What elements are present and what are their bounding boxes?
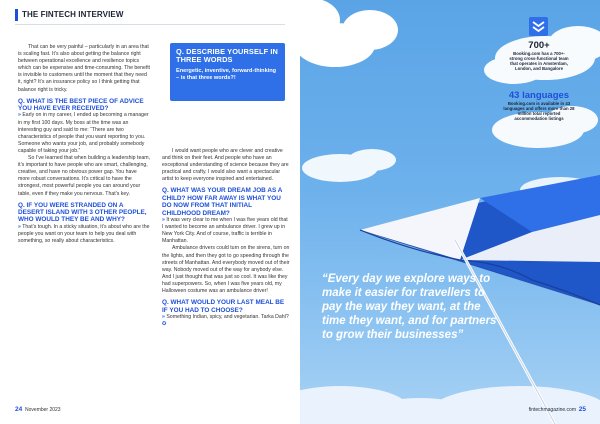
site-url: fintechmagazine.com [528, 407, 576, 413]
arrow-icon: » [18, 112, 21, 119]
stat-team-size [507, 40, 571, 71]
answer-best-advice-continued: So I’ve learned that when building a leadership team, it’s important to have people who are smart, challenging, creative, and have no obvious power gap. You have more robust conversations. It’s critical to have the strongest, most powerful people you can around your table, even if they make you nervous. That’s key. [18, 155, 150, 197]
answer-text: Early on in my career, I ended up becoming a manager in my first 100 days. My boss at the time was an interesting guy and said to me: “There are two characteristics of people that you want reporting to you. Someone who wants your job, and probably somebody capable of taking your job.” [18, 112, 149, 154]
answer-desert-island-continued: I would want people who are clever and creative and think on their feet. And people who have an exceptional understanding of science because they are practical and crafty. I would also want a spectacular artist to keep everyone inspired and entertained. [162, 148, 289, 183]
cloud-bottom-icon [300, 386, 600, 424]
cloud-left-icon [302, 149, 396, 182]
arrow-icon: » [18, 223, 21, 230]
stat-team-size-text: Booking.com has a 700+-strong cross-functional team that operates in Amsterdam, London, and Bangalore [509, 51, 569, 72]
header-accent-bar [15, 9, 18, 21]
answer-last-meal [162, 314, 290, 328]
header-divider [15, 24, 285, 25]
arrow-icon: » [162, 217, 165, 224]
callout-title: Q. DESCRIBE YOURSELF IN THREE WORDS [176, 47, 278, 65]
cloud-top-left-icon [300, 0, 398, 67]
callout-answer: Energetic, inventive, forward-thinking – is that three words?! [176, 68, 277, 82]
question-last-meal: Q. WHAT WOULD YOUR LAST MEAL BE IF YOU HAD TO CHOOSE? [162, 299, 285, 314]
issue-date: November 2023 [25, 407, 61, 413]
answer-best-advice [18, 112, 150, 155]
question-desert-island: Q. IF YOU WERE STRANDED ON A DESERT ISLAND WITH 3 OTHER PEOPLE, WHO WOULD THEY BE AND WHY? [18, 201, 147, 224]
question-dream-job: Q. WHAT WAS YOUR DREAM JOB AS A CHILD? HOW FAR AWAY IS WHAT YOU DO NOW FROM THAT INITIAL CHILDHOOD DREAM? [162, 187, 283, 217]
question-best-advice: Q. WHAT IS THE BEST PIECE OF ADVICE YOU HAVE EVER RECEIVED? [18, 97, 144, 113]
answer-text: Something Indian, spicy, and vegetarian. Tarka Dahl? [166, 313, 289, 320]
article-column-1 [18, 44, 150, 245]
right-page [300, 0, 600, 424]
page-number-left: 24 [15, 406, 23, 413]
stat-languages [502, 90, 576, 121]
arrow-icon: » [162, 313, 165, 320]
answer-desert-island [18, 224, 150, 245]
answer-text: That’s tough. In a sticky situation, it’s about who are the people you want on your team to help you deal with something, so really about characteristics. [18, 223, 150, 244]
answer-text: It was very clear to me when I was five years old that I wanted to become an ambulance driver. I grew up in New York City. And of course, traffic is terrible in Manhattan. [162, 217, 288, 245]
article-column-2 [162, 148, 290, 328]
footer-right [529, 406, 586, 413]
section-title: THE FINTECH INTERVIEW [22, 10, 124, 19]
answer-dream-job-continued: Ambulance drivers could turn on the sirens, turn on the lights, and then they got to go speeding through the streets of Manhattan. And everybody moved out of their way. Nobody moved out of the way for anybody else. And I just thought that was just so cool. It was like they had superpowers. So, when I was five years old, my Halloween costume was an ambulance driver! [162, 245, 290, 295]
pull-quote: “Every day we explore ways to make it easier for travellers to pay the way they want, at the time they want, and for partners to grow their businesses” [322, 273, 497, 341]
brand-chevron-icon [529, 17, 548, 36]
answer-dream-job [162, 217, 290, 245]
end-mark-icon: ✪ [162, 321, 167, 328]
stat-languages-value: 43 languages [508, 90, 570, 101]
footer-left [15, 406, 61, 413]
page-number-right: 25 [578, 406, 586, 413]
intro-paragraph: That can be very painful – particularly in an area that is scaling fast. It’s also about getting the balance right between operational excellence and resilience topics which can be expensive and time-consuming. The benefit is invisible to customers until the moment that they need it, right? It’s an insurance policy so I think getting that balance right is tricky. [18, 44, 150, 93]
stat-team-size-value: 700+ [528, 40, 550, 51]
stat-languages-text: Booking.com is available in 43 languages and offers more than 28 million total reported accommodation listings [503, 101, 575, 122]
three-words-callout [170, 43, 285, 101]
